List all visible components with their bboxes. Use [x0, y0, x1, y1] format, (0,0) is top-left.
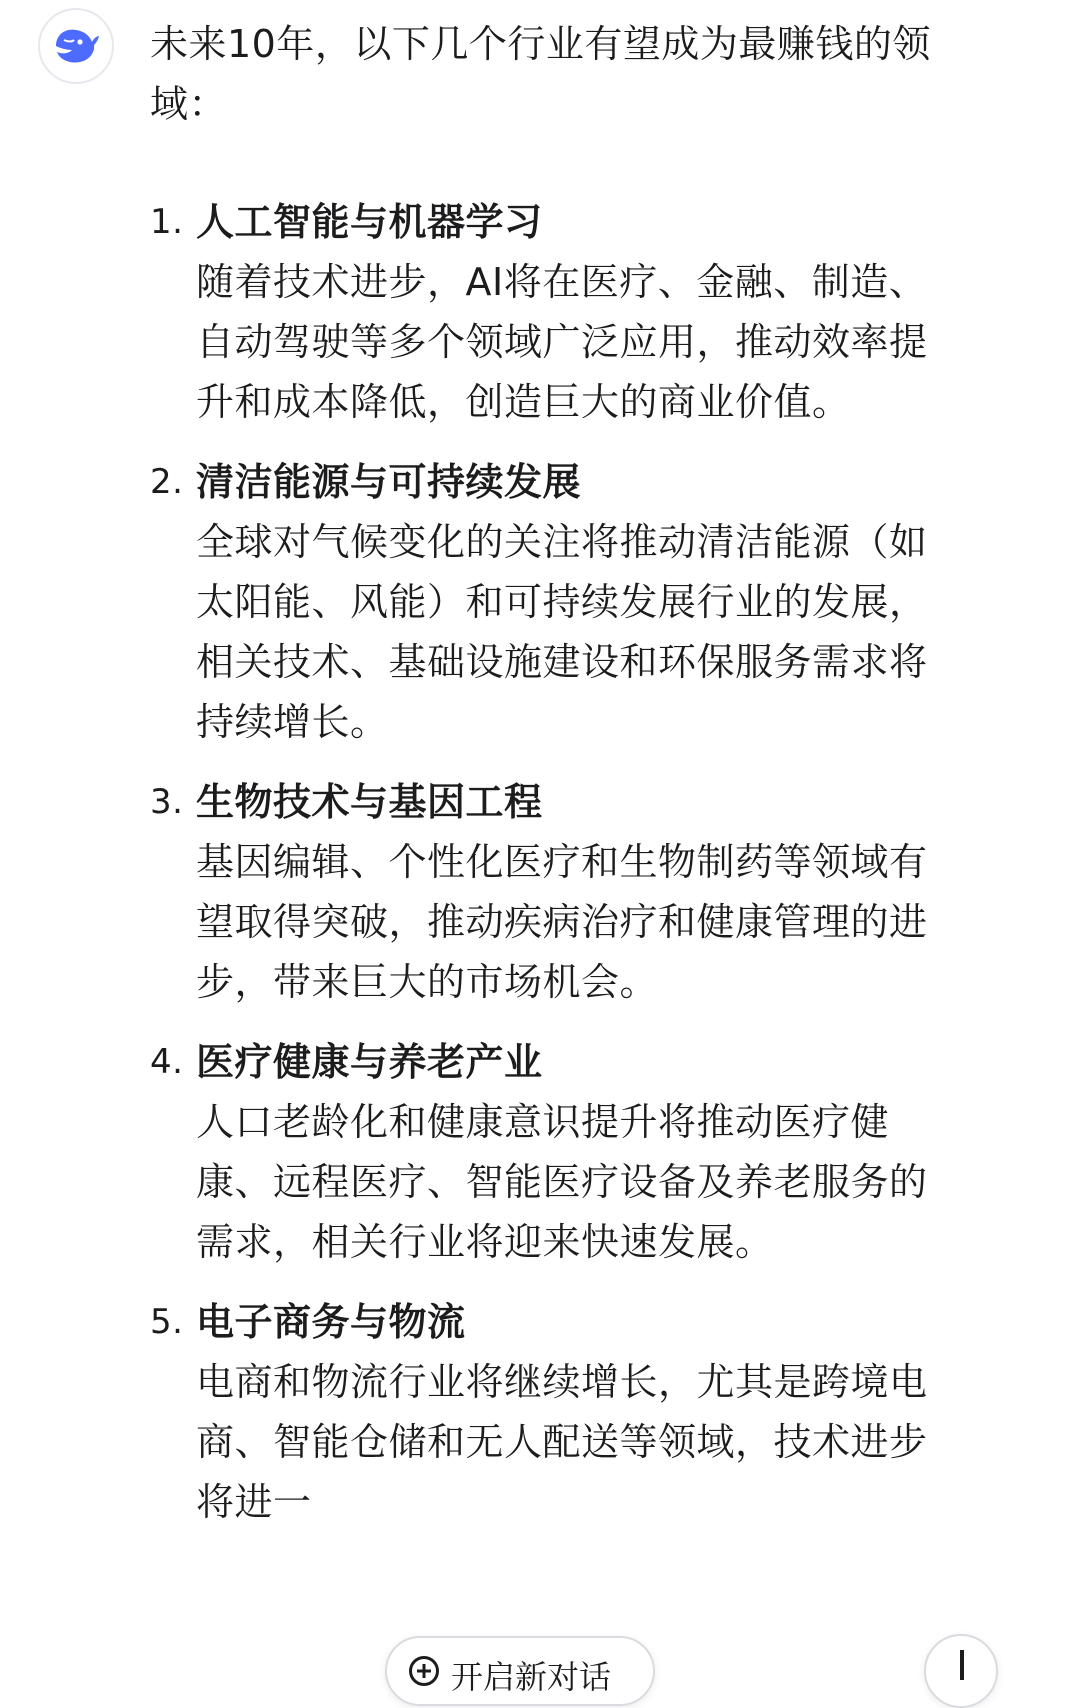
scroll-down-button[interactable] — [924, 1634, 998, 1708]
list-item-number: 3. — [150, 782, 184, 822]
list-item — [150, 772, 1030, 1012]
list-item — [150, 452, 1030, 752]
arrow-down-icon — [960, 1650, 964, 1680]
list-item-title: 清洁能源与可持续发展 — [196, 460, 582, 504]
list-item-number: 4. — [150, 1042, 184, 1082]
list-item-title: 医疗健康与养老产业 — [196, 1040, 543, 1084]
list-item-title: 电子商务与物流 — [196, 1300, 466, 1344]
list-item-number: 1. — [150, 202, 184, 242]
new-chat-label: 开启新对话 — [451, 1658, 612, 1696]
new-chat-button[interactable] — [385, 1636, 655, 1706]
list-item — [150, 192, 1030, 432]
list-item-description: 基因编辑、个性化医疗和生物制药等领域有望取得突破，推动疾病治疗和健康管理的进步，带来巨大的市场机会。 — [196, 840, 928, 1004]
list-item — [150, 1292, 1030, 1532]
list-item-description: 人口老龄化和健康意识提升将推动医疗健康、远程医疗、智能医疗设备及养老服务的需求，相关行业将迎来快速发展。 — [196, 1100, 928, 1264]
list-item — [150, 1032, 1030, 1272]
list-item-description: 随着技术进步，AI将在医疗、金融、制造、自动驾驶等多个领域广泛应用，推动效率提升和成本降低，创造巨大的商业价值。 — [196, 260, 928, 424]
whale-logo-icon — [50, 20, 102, 72]
plus-circle-icon — [409, 1656, 439, 1686]
assistant-message — [150, 14, 1030, 1552]
list-item-description: 电商和物流行业将继续增长，尤其是跨境电商、智能仓储和无人配送等领域，技术进步将进一 — [196, 1360, 928, 1524]
list-item-title: 生物技术与基因工程 — [196, 780, 543, 824]
industry-list — [150, 192, 1030, 1532]
list-item-number: 2. — [150, 462, 184, 502]
list-item-number: 5. — [150, 1302, 184, 1342]
assistant-avatar — [38, 8, 114, 84]
message-intro: 未来10年，以下几个行业有望成为最赚钱的领域： — [150, 22, 931, 126]
list-item-description: 全球对气候变化的关注将推动清洁能源（如太阳能、风能）和可持续发展行业的发展，相关技术、基础设施建设和环保服务需求将持续增长。 — [196, 520, 928, 744]
list-item-title: 人工智能与机器学习 — [196, 200, 543, 244]
